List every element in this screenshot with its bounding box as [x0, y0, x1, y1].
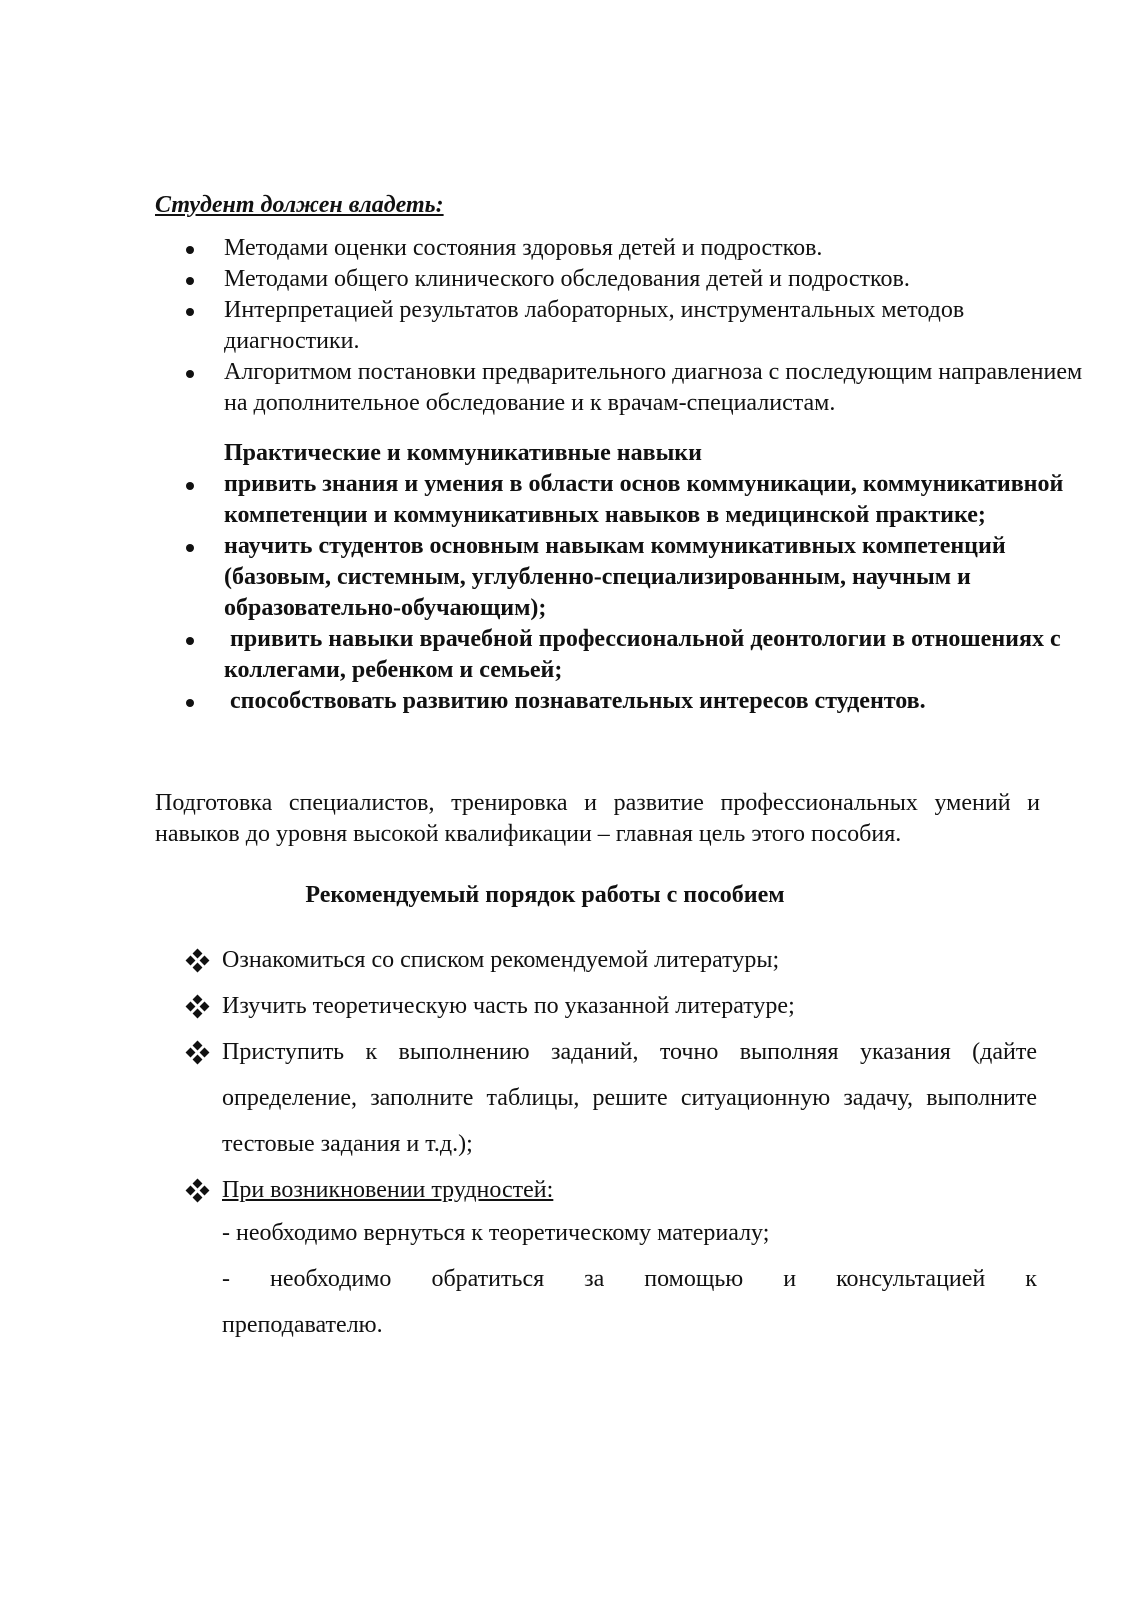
bullet-icon	[186, 482, 194, 490]
practical-skills-list	[0, 469, 1094, 717]
list-item: Алгоритмом постановки предварительного диагноза с последующим направлением на дополнительное обследование и к врачам-специалистам.	[0, 357, 1094, 419]
work-order-list	[0, 937, 1037, 1213]
goal-paragraph: Подготовка специалистов, тренировка и развитие профессиональных умений и навыков до уровня высокой квалификации – главная цель этого пособия.	[155, 790, 1040, 847]
list-item: научить студентов основным навыкам коммуникативных компетенций (базовым, системным, углубленно-специализированным, научным и образовательно-обучающим);	[0, 531, 1094, 624]
list-item: Методами общего клинического обследования детей и подростков.	[0, 264, 1094, 295]
list-item: привить навыки врачебной профессиональной деонтологии в отношениях с коллегами, ребенком и семьей;	[0, 624, 1094, 686]
difficulty-note-2-end: преподавателю.	[222, 1312, 383, 1338]
bullet-icon	[186, 699, 194, 707]
list-item: Изучить теоретическую часть по указанной литературе;	[0, 983, 1037, 1029]
list-item: способствовать развитию познавательных интересов студентов.	[0, 686, 1094, 717]
diamond-bullet-icon	[186, 1179, 210, 1203]
practical-skills-heading: Практические и коммуникативные навыки	[224, 440, 702, 466]
diamond-bullet-icon	[186, 995, 210, 1019]
difficulty-note-1: - необходимо вернуться к теоретическому материалу;	[222, 1220, 770, 1246]
list-item: Интерпретацией результатов лабораторных, инструментальных методов диагностики.	[0, 295, 1094, 357]
diamond-bullet-icon	[186, 949, 210, 973]
difficulty-note-2: - необходимо обратиться за помощью и консультацией к	[222, 1266, 1037, 1292]
list-item: привить знания и умения в области основ коммуникации, коммуникативной компетенции и коммуникативных навыков в медицинской практике;	[0, 469, 1094, 531]
work-order-heading: Рекомендуемый порядок работы с пособием	[305, 882, 785, 908]
bullet-icon	[186, 277, 194, 285]
skills-list	[0, 233, 1094, 419]
list-item: Приступить к выполнению заданий, точно выполняя указания (дайте определение, заполните таблицы, решите ситуационную задачу, выполните тестовые задания и т.д.);	[0, 1029, 1037, 1167]
bullet-icon	[186, 370, 194, 378]
difficulties-label: При возникновении трудностей:	[222, 1177, 554, 1203]
list-item	[0, 1167, 1037, 1213]
diamond-bullet-icon	[186, 1041, 210, 1065]
must-master-heading: Студент должен владеть:	[155, 192, 444, 218]
list-item: Методами оценки состояния здоровья детей и подростков.	[0, 233, 1094, 264]
bullet-icon	[186, 544, 194, 552]
list-item: Ознакомиться со списком рекомендуемой литературы;	[0, 937, 1037, 983]
bullet-icon	[186, 637, 194, 645]
bullet-icon	[186, 308, 194, 316]
bullet-icon	[186, 246, 194, 254]
